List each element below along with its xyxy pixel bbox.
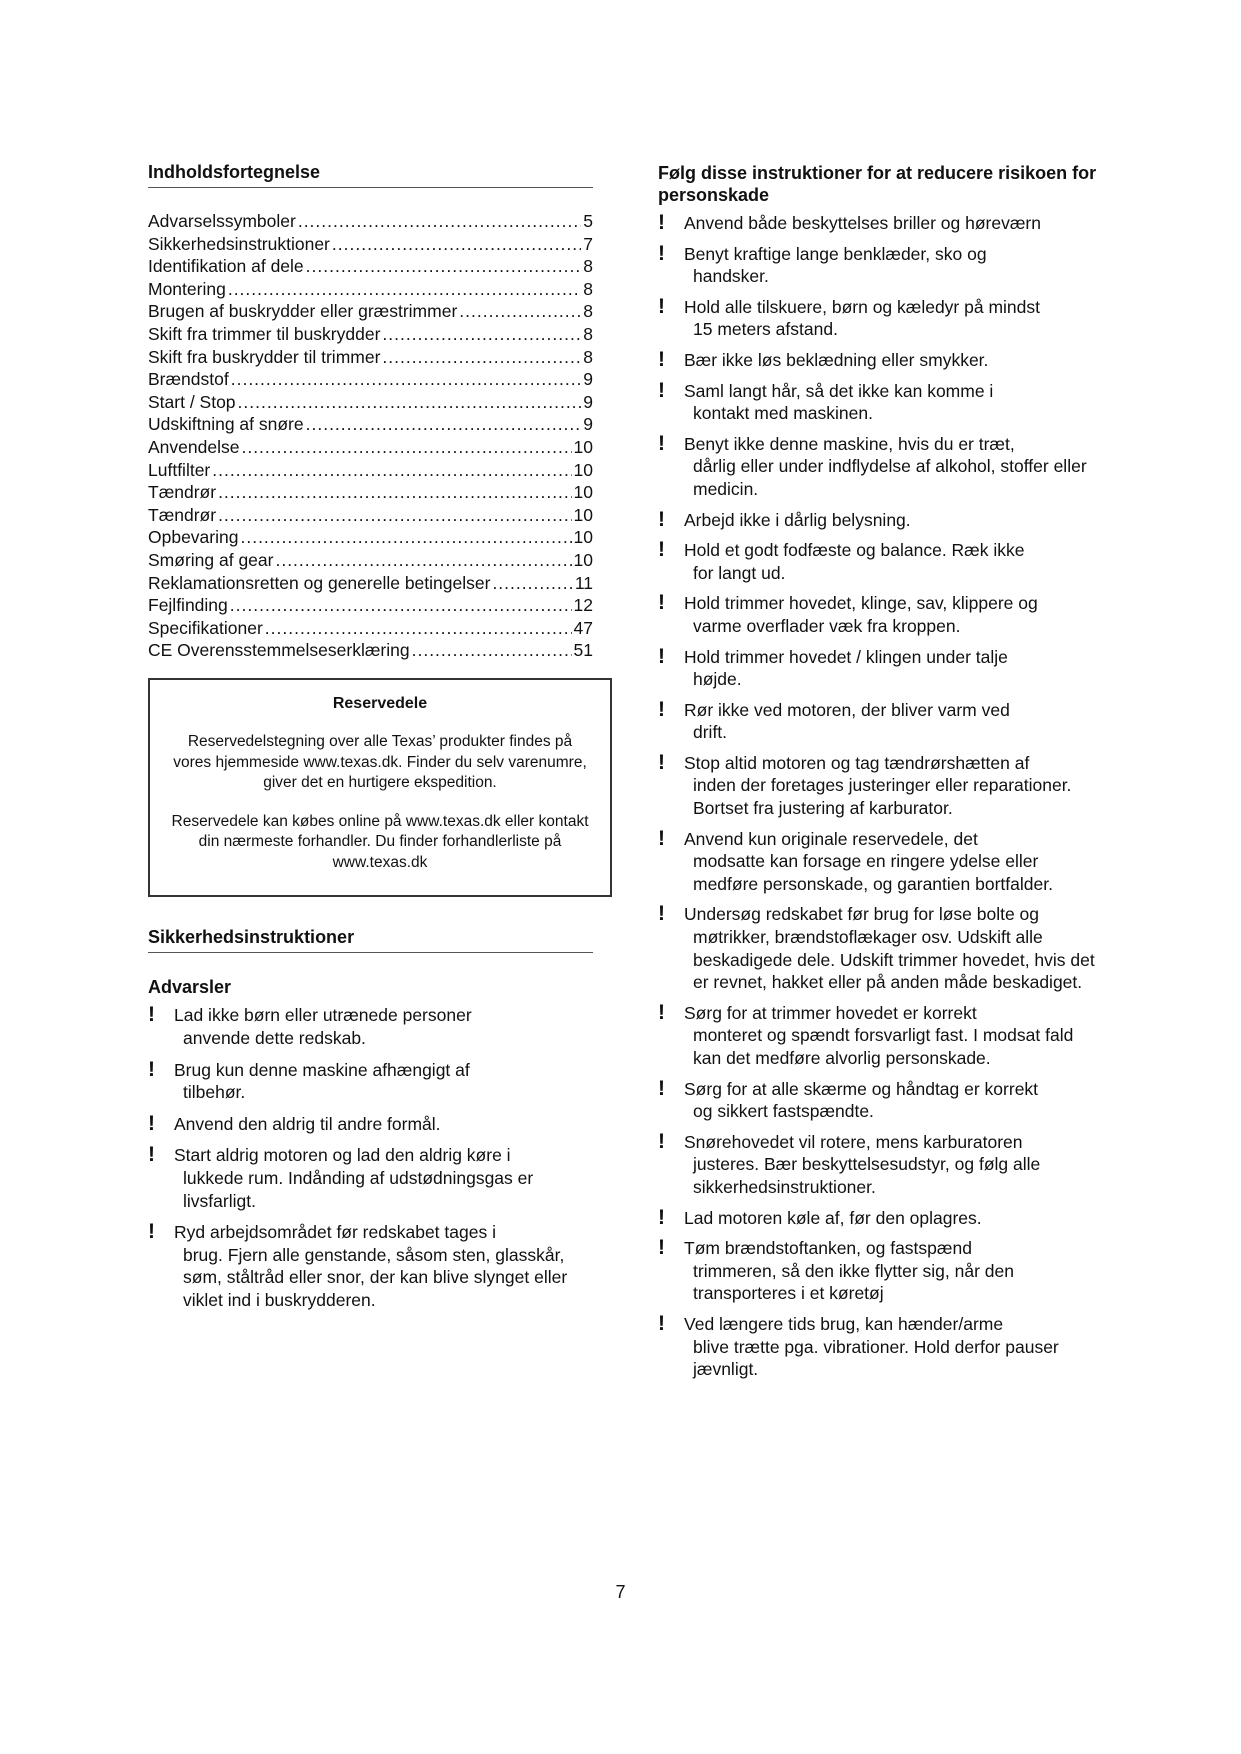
list-item-continuation: 15 meters afstand.: [693, 319, 838, 340]
list-item-first-line: Sørg for at trimmer hovedet er korrekt: [684, 1002, 977, 1023]
list-item-text: [684, 646, 1098, 691]
toc-entry-title: Montering: [148, 278, 226, 299]
list-item-continuation: monteret og spændt forsvarligt fast. I modsat fald kan det medføre alvorlig personskade.: [693, 1025, 1074, 1068]
toc-entry: [148, 391, 593, 414]
toc-entry: [148, 526, 593, 549]
exclamation-icon: !: [658, 507, 665, 531]
toc-entry: [148, 278, 593, 301]
exclamation-icon: !: [658, 1311, 665, 1335]
list-item-first-line: Lad motoren køle af, før den oplagres.: [684, 1207, 982, 1228]
toc-leader-dots: [230, 594, 572, 617]
toc-entry-title: Skift fra buskrydder til trimmer: [148, 346, 381, 367]
list-item: [658, 752, 1098, 820]
list-item: [658, 1002, 1098, 1070]
list-item-text: [174, 1059, 593, 1104]
spare-parts-text-1: Reservedelstegning over alle Texas’ produkter findes på vores hjemmeside www.texas.dk. Finder du selv varenumre, giver det en hurtigere ekspedition.: [173, 733, 587, 792]
list-item-text: [684, 1131, 1098, 1199]
toc-entry-title: Advarselssymboler: [148, 211, 296, 231]
toc-entry: [148, 233, 593, 256]
toc-leader-dots: [382, 323, 581, 346]
exclamation-icon: !: [658, 591, 665, 615]
exclamation-icon: !: [658, 902, 665, 926]
list-item: [658, 349, 1098, 372]
toc-entry: [148, 255, 593, 278]
list-item-continuation: højde.: [693, 669, 742, 690]
toc-entry: [148, 300, 593, 323]
list-item-text: [684, 903, 1098, 993]
list-item: [658, 380, 1098, 425]
list-item-text: [684, 433, 1098, 501]
toc-heading: Indholdsfortegnelse: [148, 162, 593, 188]
list-item: [658, 539, 1098, 584]
toc-entry-page: 10: [573, 527, 593, 548]
list-item-first-line: Anvend den aldrig til andre formål.: [174, 1113, 441, 1134]
toc-leader-dots: [240, 526, 571, 549]
safety-heading: Sikkerhedsinstruktioner: [148, 927, 593, 953]
list-item-first-line: Stop altid motoren og tag tændrørshætten af: [684, 752, 1030, 773]
toc-entry-page: 10: [573, 459, 593, 480]
toc-entry-title: CE Overensstemmelseserklæring: [148, 640, 410, 661]
toc-entry: [148, 639, 593, 662]
list-item: [658, 243, 1098, 288]
list-item-continuation: justeres. Bær beskyttelsesudstyr, og følg alle sikkerhedsinstruktioner.: [693, 1154, 1041, 1197]
exclamation-icon: !: [148, 1220, 155, 1244]
toc-leader-dots: [265, 617, 572, 640]
toc-entry-page: 5: [583, 211, 593, 231]
toc-entry-title: Brændstof: [148, 369, 229, 390]
toc-entry-page: 51: [573, 640, 593, 661]
toc-entry: [148, 346, 593, 369]
list-item-text: [684, 828, 1098, 896]
toc-entry-title: Anvendelse: [148, 436, 240, 457]
toc-entry: [148, 617, 593, 640]
toc-entry: [148, 481, 593, 504]
toc-entry-page: 8: [583, 256, 593, 277]
page-number: 7: [615, 1582, 626, 1602]
toc-entry-page: 9: [583, 369, 593, 390]
right-column: [658, 162, 1098, 1389]
list-item-continuation: anvende dette redskab.: [183, 1027, 366, 1048]
list-item-text: [684, 380, 1098, 425]
toc-leader-dots: [332, 233, 581, 256]
toc-leader-dots: [492, 572, 572, 595]
toc-entry: [148, 210, 593, 233]
list-item-text: [174, 1004, 593, 1049]
toc-entry-title: Smøring af gear: [148, 549, 274, 570]
toc-leader-dots: [218, 481, 571, 504]
toc-entry-title: Specifikationer: [148, 617, 263, 638]
list-item-first-line: Snørehovedet vil rotere, mens karburatoren: [684, 1131, 1023, 1152]
list-item-text: [684, 699, 1098, 744]
exclamation-icon: !: [658, 1076, 665, 1100]
list-item-text: [684, 349, 1098, 372]
toc-entry: [148, 323, 593, 346]
list-item: [658, 1313, 1098, 1381]
list-item-text: [684, 509, 1098, 532]
table-of-contents: [148, 210, 593, 662]
list-item-text: [684, 592, 1098, 637]
toc-entry-title: Udskiftning af snøre: [148, 414, 304, 435]
toc-entry-page: 11: [574, 572, 593, 593]
list-item-continuation: brug. Fjern alle genstande, såsom sten, glasskår, søm, ståltråd eller snor, der kan blive slynget eller viklet ind i buskrydderen.: [183, 1244, 568, 1310]
list-item: [658, 592, 1098, 637]
list-item-continuation: drift.: [693, 722, 728, 743]
list-item: [658, 1237, 1098, 1305]
list-item-continuation: blive trætte pga. vibrationer. Hold derfor pauser jævnligt.: [693, 1336, 1059, 1380]
list-item-continuation: kontakt med maskinen.: [693, 403, 873, 424]
list-item-first-line: Hold trimmer hovedet, klinge, sav, klippere og: [684, 593, 1038, 614]
toc-leader-dots: [238, 391, 582, 414]
list-item-first-line: Brug kun denne maskine afhængigt af: [174, 1059, 470, 1080]
toc-leader-dots: [231, 368, 582, 391]
list-item-first-line: Ved længere tids brug, kan hænder/arme: [684, 1313, 1004, 1334]
list-item-first-line: Hold trimmer hovedet / klingen under talje: [684, 646, 1008, 667]
exclamation-icon: !: [148, 1057, 155, 1081]
list-item: [658, 903, 1098, 993]
list-item: [658, 699, 1098, 744]
exclamation-icon: !: [658, 826, 665, 850]
list-item-first-line: Start aldrig motoren og lad den aldrig køre i: [174, 1145, 511, 1166]
toc-leader-dots: [275, 549, 571, 572]
list-item-continuation: modsatte kan forsage en ringere ydelse eller medføre personskade, og garantien bortfalder.: [693, 851, 1053, 894]
toc-entry-title: Fejlfinding: [148, 595, 228, 616]
list-item-first-line: Hold et godt fodfæste og balance. Ræk ikke: [684, 540, 1025, 561]
toc-entry-title: Tændrør: [148, 482, 217, 503]
list-item-continuation: for langt ud.: [693, 562, 786, 583]
toc-leader-dots: [412, 639, 572, 662]
toc-entry-title: Brugen af buskrydder eller græstrimmer: [148, 301, 458, 322]
list-item-continuation: dårlig eller under indflydelse af alkohol, stoffer eller medicin.: [693, 456, 1087, 499]
toc-entry-title: Reklamationsretten og generelle betingelser: [148, 572, 491, 593]
exclamation-icon: !: [658, 294, 665, 318]
exclamation-icon: !: [148, 1003, 155, 1027]
toc-leader-dots: [212, 459, 571, 482]
list-item: [148, 1004, 593, 1049]
list-item-first-line: Hold alle tilskuere, børn og kæledyr på mindst: [684, 296, 1040, 317]
exclamation-icon: !: [658, 347, 665, 371]
toc-entry-page: 10: [573, 436, 593, 457]
list-item: [148, 1221, 593, 1311]
list-item-continuation: tilbehør.: [183, 1082, 246, 1103]
toc-entry: [148, 504, 593, 527]
list-item-continuation: møtrikker, brændstoflækager osv. Udskift alle beskadigede dele. Udskift trimmer hovedet, hvis det er revnet, hakket eller på anden måde beskadiget.: [693, 927, 1095, 993]
toc-entry: [148, 368, 593, 391]
spare-parts-box: [148, 678, 612, 898]
list-item: [658, 212, 1098, 235]
instructions-list: [658, 212, 1098, 1381]
exclamation-icon: !: [658, 241, 665, 265]
list-item-first-line: Bær ikke løs beklædning eller smykker.: [684, 349, 989, 370]
toc-entry: [148, 413, 593, 436]
list-item-first-line: Lad ikke børn eller utrænede personer: [174, 1005, 472, 1026]
exclamation-icon: !: [148, 1143, 155, 1167]
list-item-first-line: Arbejd ikke i dårlig belysning.: [684, 509, 911, 530]
exclamation-icon: !: [658, 538, 665, 562]
list-item-continuation: lukkede rum. Indånding af udstødningsgas er livsfarligt.: [183, 1167, 534, 1211]
list-item: [148, 1113, 593, 1136]
spare-parts-text-2: Reservedele kan købes online på www.texas.dk eller kontakt din nærmeste forhandler. Du finder forhandlerliste på www.texas.dk: [171, 812, 589, 871]
list-item: [658, 828, 1098, 896]
list-item-first-line: Undersøg redskabet før brug for løse bolte og: [684, 904, 1040, 925]
toc-entry: [148, 436, 593, 459]
list-item-continuation: trimmeren, så den ikke flytter sig, når den transporteres i et køretøj: [693, 1260, 1014, 1304]
toc-entry-title: Luftfilter: [148, 459, 211, 480]
toc-entry-page: 8: [583, 278, 593, 299]
exclamation-icon: !: [658, 1205, 665, 1229]
exclamation-icon: !: [658, 1000, 665, 1024]
list-item-text: [684, 1002, 1098, 1070]
exclamation-icon: !: [658, 697, 665, 721]
list-item-continuation: varme overflader væk fra kroppen.: [693, 615, 961, 636]
warnings-list: [148, 1004, 593, 1311]
toc-entry-title: Sikkerhedsinstruktioner: [148, 233, 330, 254]
toc-entry-page: 47: [573, 617, 593, 638]
list-item-text: [684, 212, 1098, 235]
exclamation-icon: !: [658, 1236, 665, 1260]
list-item-text: [684, 296, 1098, 341]
list-item-text: [684, 1207, 1098, 1230]
toc-leader-dots: [306, 255, 582, 278]
list-item-first-line: Benyt kraftige lange benklæder, sko og: [684, 243, 987, 264]
list-item: [658, 433, 1098, 501]
exclamation-icon: !: [658, 431, 665, 455]
toc-entry-page: 8: [583, 323, 593, 344]
toc-leader-dots: [382, 346, 581, 369]
list-item-first-line: Anvend kun originale reservedele, det: [684, 828, 978, 849]
list-item-first-line: Ryd arbejdsområdet før redskabet tages i: [174, 1222, 496, 1243]
list-item-continuation: handsker.: [693, 266, 769, 287]
list-item-continuation: inden der foretages justeringer eller reparationer. Bortset fra justering af karburator.: [693, 775, 1072, 819]
toc-entry: [148, 594, 593, 617]
exclamation-icon: !: [658, 211, 665, 234]
toc-leader-dots: [298, 210, 581, 233]
list-item: [148, 1059, 593, 1104]
list-item-text: [684, 539, 1098, 584]
exclamation-icon: !: [148, 1111, 155, 1135]
toc-entry: [148, 459, 593, 482]
toc-entry-page: 9: [583, 391, 593, 412]
toc-leader-dots: [459, 300, 581, 323]
instructions-heading: Følg disse instruktioner for at reducere risikoen for personskade: [658, 163, 1097, 205]
toc-leader-dots: [218, 504, 571, 527]
list-item-text: [684, 243, 1098, 288]
list-item-first-line: Saml langt hår, så det ikke kan komme i: [684, 380, 994, 401]
list-item: [658, 296, 1098, 341]
toc-entry-title: Tændrør: [148, 504, 217, 525]
warnings-heading: Advarsler: [148, 977, 232, 998]
list-item-first-line: Rør ikke ved motoren, der bliver varm ved: [684, 699, 1010, 720]
list-item-continuation: og sikkert fastspændte.: [693, 1101, 874, 1122]
list-item: [148, 1144, 593, 1212]
spare-parts-title: Reservedele: [332, 694, 428, 712]
list-item-text: [174, 1113, 593, 1136]
exclamation-icon: !: [658, 378, 665, 402]
exclamation-icon: !: [658, 750, 665, 774]
list-item: [658, 1078, 1098, 1123]
toc-entry-page: 10: [573, 482, 593, 503]
list-item-first-line: Benyt ikke denne maskine, hvis du er træt,: [684, 433, 1015, 454]
list-item-text: [684, 752, 1098, 820]
toc-entry-page: 8: [583, 346, 593, 367]
left-column: [148, 162, 593, 1321]
list-item-text: [684, 1237, 1098, 1305]
exclamation-icon: !: [658, 644, 665, 668]
toc-entry-page: 8: [583, 301, 593, 322]
toc-entry: [148, 572, 593, 595]
list-item-text: [684, 1078, 1098, 1123]
toc-entry-title: Skift fra trimmer til buskrydder: [148, 323, 381, 344]
list-item-text: [174, 1144, 593, 1212]
list-item: [658, 1207, 1098, 1230]
toc-leader-dots: [241, 436, 571, 459]
toc-entry-title: Start / Stop: [148, 391, 236, 412]
list-item: [658, 1131, 1098, 1199]
list-item: [658, 509, 1098, 532]
list-item-first-line: Anvend både beskyttelses briller og høreværn: [684, 213, 1041, 233]
list-item-first-line: Tøm brændstoftanken, og fastspænd: [684, 1238, 972, 1259]
toc-leader-dots: [306, 413, 582, 436]
toc-entry-page: 10: [573, 549, 593, 570]
list-item-text: [174, 1221, 593, 1311]
list-item-text: [684, 1313, 1098, 1381]
list-item-first-line: Sørg for at alle skærme og håndtag er korrekt: [684, 1078, 1039, 1099]
toc-entry-page: 7: [583, 233, 593, 254]
toc-entry: [148, 549, 593, 572]
list-item: [658, 646, 1098, 691]
toc-entry-title: Identifikation af dele: [148, 256, 304, 277]
toc-entry-page: 10: [573, 504, 593, 525]
toc-entry-title: Opbevaring: [148, 527, 239, 548]
exclamation-icon: !: [658, 1129, 665, 1153]
toc-entry-page: 12: [573, 595, 593, 616]
toc-leader-dots: [228, 278, 581, 301]
toc-entry-page: 9: [583, 414, 593, 435]
